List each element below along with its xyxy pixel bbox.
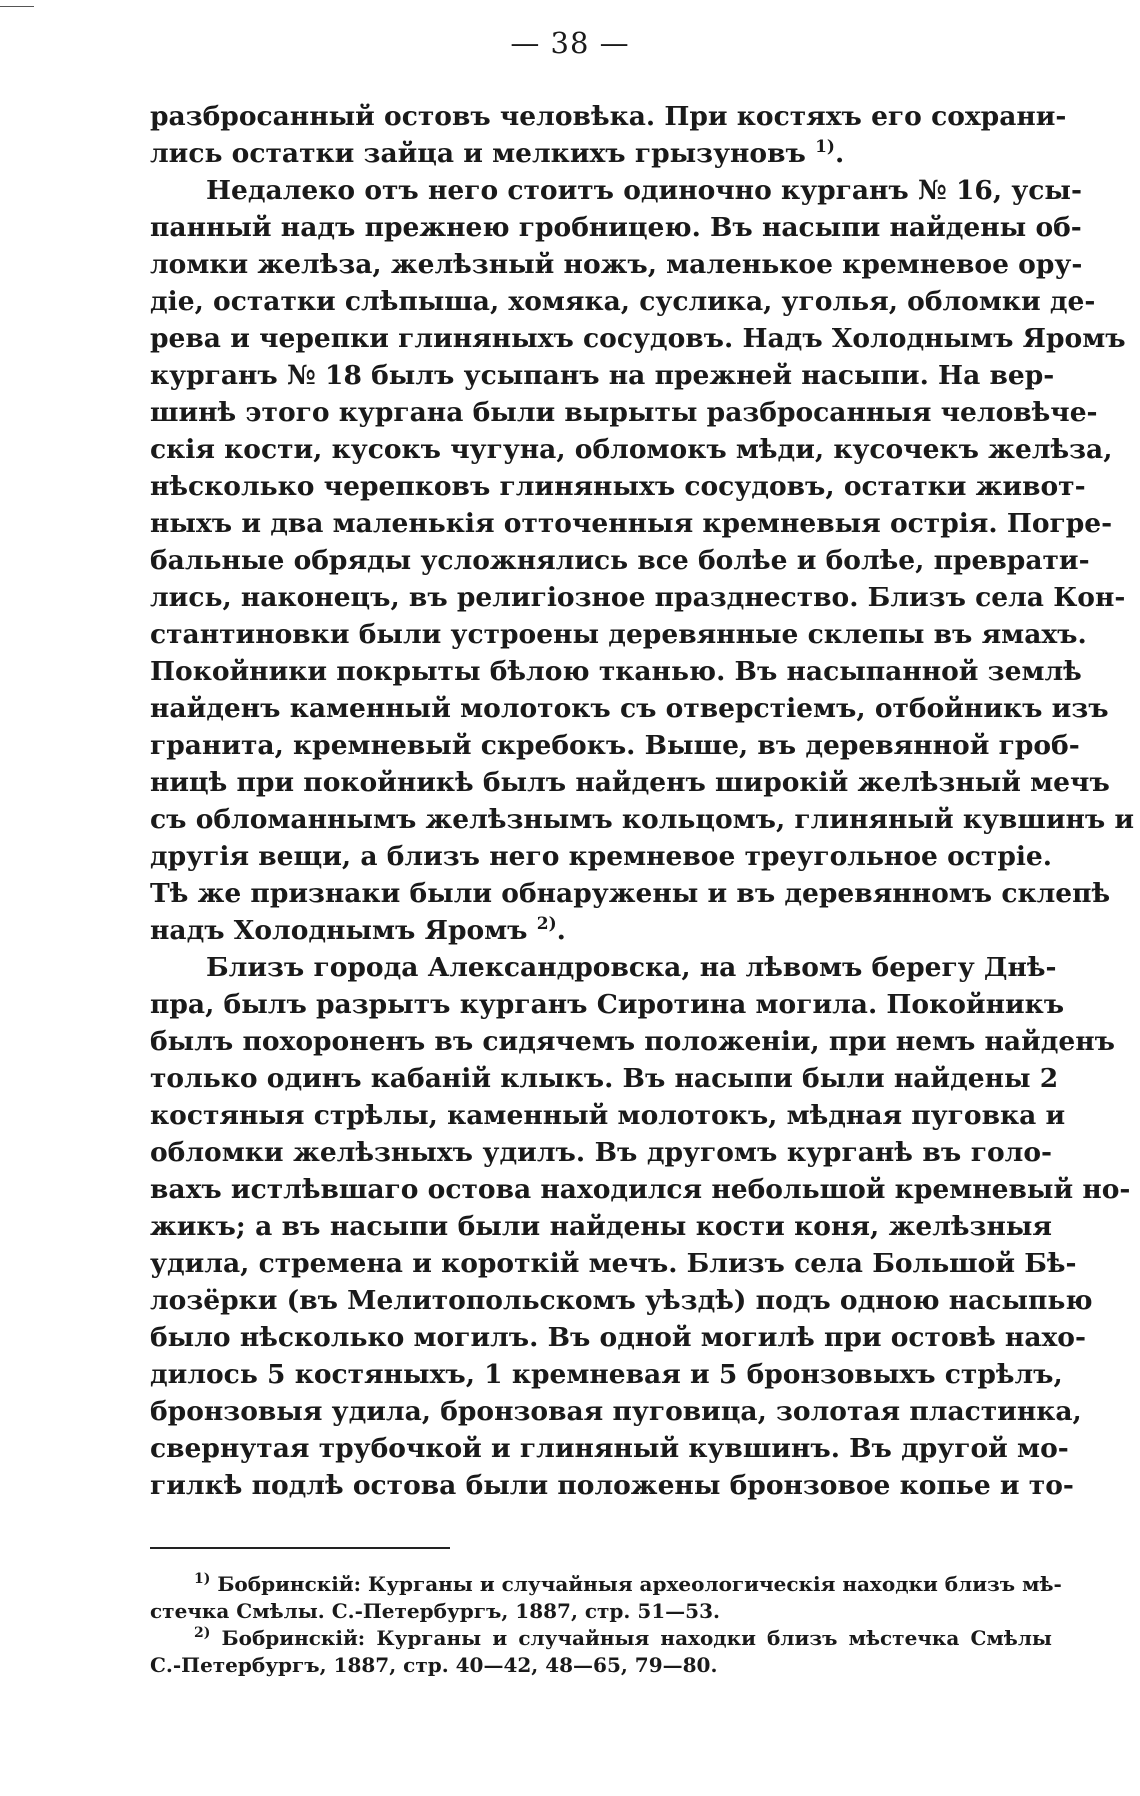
text-line: шинѣ этого кургана были вырыты разбросанныя человѣче- [150,397,1098,428]
sentence-end: . [834,138,845,169]
text-line: былъ похороненъ въ сидячемъ положеніи, при немъ найденъ [150,1026,1115,1057]
top-edge-rule [0,6,34,7]
text-line: жикъ; а въ насыпи были найдены кости коня, желѣзныя [150,1211,1052,1242]
text-line: другія вещи, а близъ него кремневое треугольное остріе. [150,841,1052,872]
footnote-text: Бобринскій: Курганы и случайныя археологическія находки близъ мѣ- [217,1572,1062,1596]
sentence-end: . [556,915,566,946]
text-line: рева и черепки глиняныхъ сосудовъ. Надъ Холоднымъ Яромъ [150,323,1126,354]
text-line: костяныя стрѣлы, каменный молотокъ, мѣдная пуговка и [150,1100,1066,1131]
paragraph-2 [150,172,1135,949]
page-number: — 38 — [510,26,630,60]
footnote-line: стечка Смѣлы. С.-Петербургъ, 1887, стр. 51—53. [150,1599,720,1623]
text-line: удила, стремена и короткій мечъ. Близъ села Большой Бѣ- [150,1248,1077,1279]
text-line: пра, былъ разрытъ курганъ Сиротина могила. Покойникъ [150,989,1065,1020]
text-line: вахъ истлѣвшаго остова находился небольшой кремневый но- [150,1174,1131,1205]
footnote-ref-1: 1) [815,137,835,157]
text-line: скія кости, кусокъ чугуна, обломокъ мѣди, кусочекъ желѣза, [150,434,1113,465]
text-line: бронзовыя удила, бронзовая пуговица, золотая пластинка, [150,1396,1082,1427]
text-line: Недалеко отъ него стоитъ одиночно курганъ № 16, усы- [206,175,1082,206]
paragraph-3 [150,949,1131,1504]
text-line: гранита, кремневый скребокъ. Выше, въ деревянной гроб- [150,730,1080,761]
text-line: найденъ каменный молотокъ съ отверстіемъ, отбойникъ изъ [150,693,1109,724]
footnote-1 [150,1571,1062,1625]
footnote-line [150,1571,1062,1598]
text-line: лись остатки зайца и мелкихъ грызуновъ [150,138,806,169]
text-line: только одинъ кабаній клыкъ. Въ насыпи были найдены 2 [150,1063,1059,1094]
text-line: Тѣ же признаки были обнаружены и въ деревянномъ склепѣ [150,878,1111,909]
footnote-marker-label: 2) [194,1625,211,1641]
text-line: гилкѣ подлѣ остова были положены бронзовое копье и то- [150,1470,1074,1501]
text-line: панный надъ прежнею гробницею. Въ насыпи найдены об- [150,212,1082,243]
text-line: стантиновки были устроены деревянные склепы въ ямахъ. [150,619,1087,650]
text-line: Покойники покрыты бѣлою тканью. Въ насыпанной землѣ [150,656,1082,687]
footnote-divider [150,1547,450,1549]
text-line: обломки желѣзныхъ удилъ. Въ другомъ курганѣ въ голо- [150,1137,1052,1168]
text-line: бальные обряды усложнялись все болѣе и болѣе, преврати- [150,545,1090,576]
text-line: дилось 5 костяныхъ, 1 кремневая и 5 бронзовыхъ стрѣлъ, [150,1359,1063,1390]
text-line-with-footnote [150,912,1052,949]
text-line: діе, остатки слѣпыша, хомяка, суслика, уголья, обломки де- [150,286,1096,317]
footnote-text: Бобринскій: Курганы и случайныя находки близъ мѣстечка Смѣлы [221,1626,1052,1650]
footnote-line: С.-Петербургъ, 1887, стр. 40—42, 48—65, 79—80. [150,1653,718,1677]
text-line: курганъ № 18 былъ усыпанъ на прежней насыпи. На вер- [150,360,1055,391]
footnote-marker-label: 1) [194,1571,211,1587]
text-line: Близъ города Александровска, на лѣвомъ берегу Днѣ- [206,952,1057,983]
text-line: было нѣсколько могилъ. Въ одной могилѣ при остовѣ нахо- [150,1322,1086,1353]
footnote-marker [194,1572,210,1596]
text-line: лись, наконецъ, въ религіозное празднество. Близъ села Кон- [150,582,1126,613]
text-line: нѣсколько черепковъ глиняныхъ сосудовъ, остатки живот- [150,471,1086,502]
text-line: съ обломаннымъ желѣзнымъ кольцомъ, глиняный кувшинъ и [150,804,1135,835]
footnote-2 [150,1625,1052,1679]
footnote-marker [194,1626,210,1650]
text-line: свернутая трубочкой и глиняный кувшинъ. Въ другой мо- [150,1433,1069,1464]
main-text [150,98,1135,1504]
text-line: ломки желѣза, желѣзный ножъ, маленькое кремневое ору- [150,249,1083,280]
text-line: разбросанный остовъ человѣка. При костяхъ его сохрани- [150,101,1067,132]
footnotes [150,1571,1062,1679]
footnote-line [150,1625,1052,1652]
text-line: лозёрки (въ Мелитопольскомъ уѣздѣ) подъ одною насыпью [150,1285,1093,1316]
text-line: надъ Холоднымъ Яромъ [150,915,528,946]
paragraph-1 [150,98,1067,172]
text-line-with-footnote [150,135,1052,172]
text-line: ныхъ и два маленькія отточенныя кремневыя острія. Погре- [150,508,1113,539]
footnote-ref-2: 2) [536,914,557,934]
text-line: ницѣ при покойникѣ былъ найденъ широкій желѣзный мечъ [150,767,1110,798]
